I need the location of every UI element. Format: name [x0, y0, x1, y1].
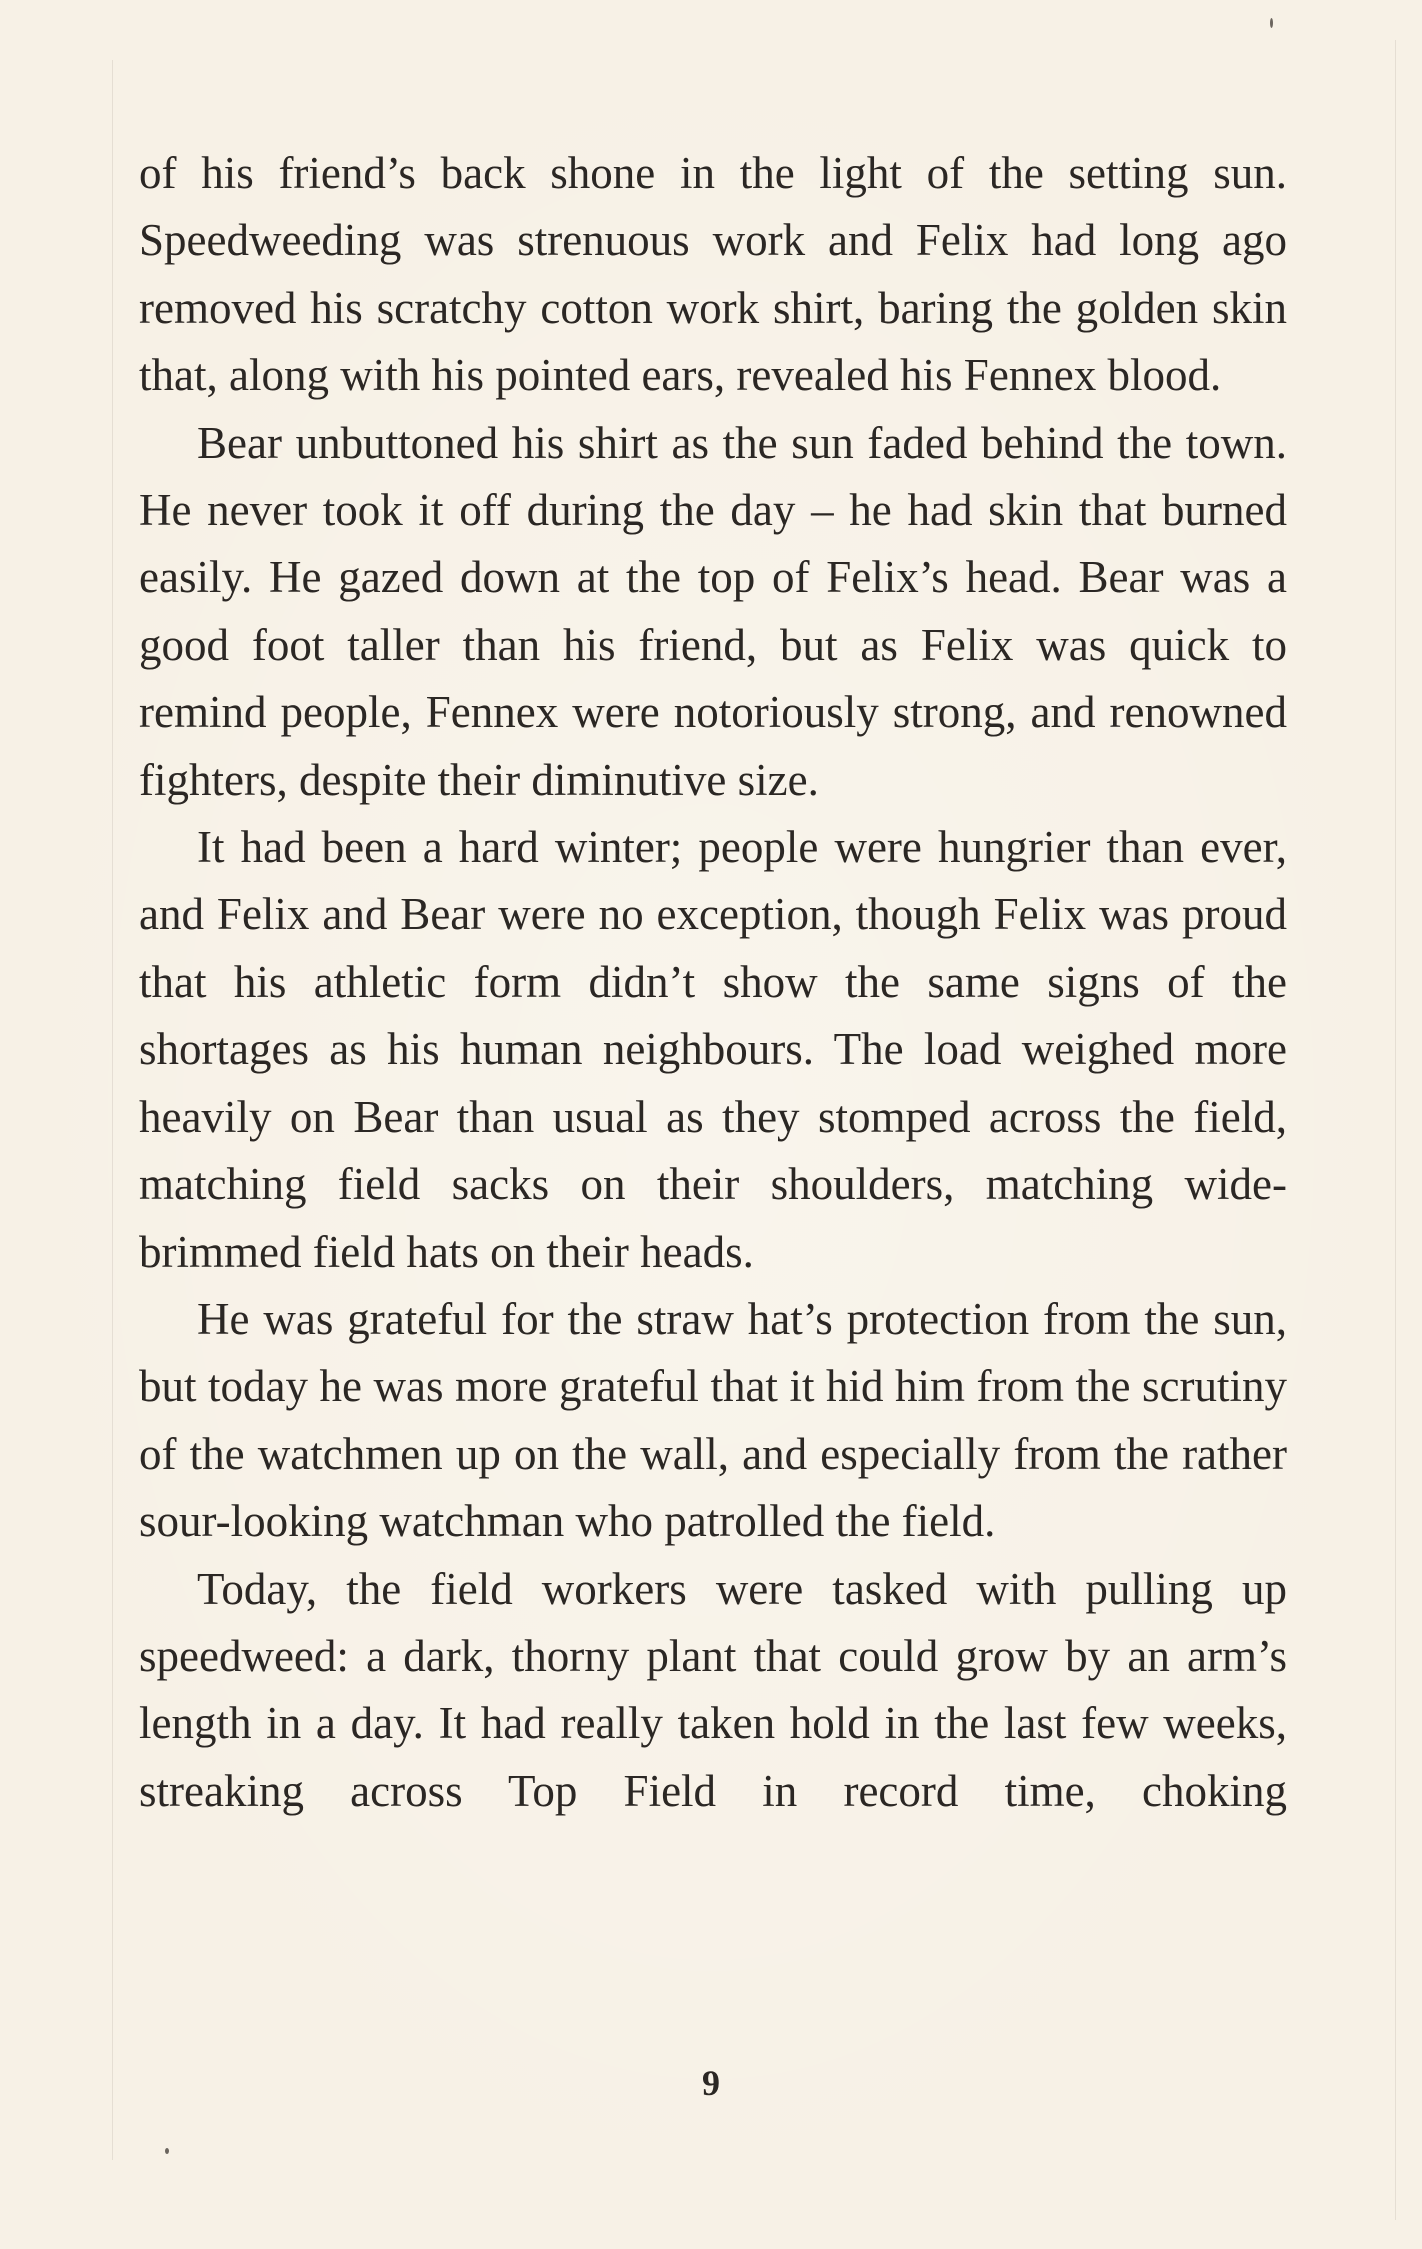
paragraph: Today, the field workers were tasked with pulling up speedweed: a dark, thorny plant that could grow by an arm’s length in a day. It had really taken hold in the last few weeks, streaking across Top Field in record time, choking: [139, 1563, 1287, 1816]
paragraph: of his friend’s back shone in the light of the setting sun. Speedweeding was strenuous work and Felix had long ago removed his scratchy cotton work shirt, baring the golden skin that, along with his pointed ears, revealed his Fennex blood.: [139, 148, 1287, 401]
page-crease-left: [112, 60, 113, 2160]
paragraph: It had been a hard winter; people were hungrier than ever, and Felix and Bear were no exception, though Felix was proud that his athletic form didn’t show the same signs of the shortages as his human neighbours. The load weighed more heavily on Bear than usual as they stomped across the field, matching field sacks on their shoulders, matching wide-brimmed field hats on their heads.: [139, 822, 1287, 1277]
body-text: [139, 140, 1287, 1825]
paragraph: He was grateful for the straw hat’s protection from the sun, but today he was more grateful that it hid him from the scrutiny of the watchmen up on the wall, and especially from the rather sour-looking watchman who patrolled the field.: [139, 1293, 1287, 1547]
page-number: 9: [702, 2063, 720, 2103]
print-speck: [1270, 18, 1273, 28]
paragraph: Bear unbuttoned his shirt as the sun faded behind the town. He never took it off during the day – he had skin that burned easily. He gazed down at the top of Felix’s head. Bear was a good foot taller than his friend, but as Felix was quick to remind people, Fennex were notoriously strong, and renowned fighters, despite their diminutive size.: [139, 417, 1287, 805]
page-crease-right: [1395, 40, 1396, 2220]
print-speck: [165, 2148, 169, 2154]
